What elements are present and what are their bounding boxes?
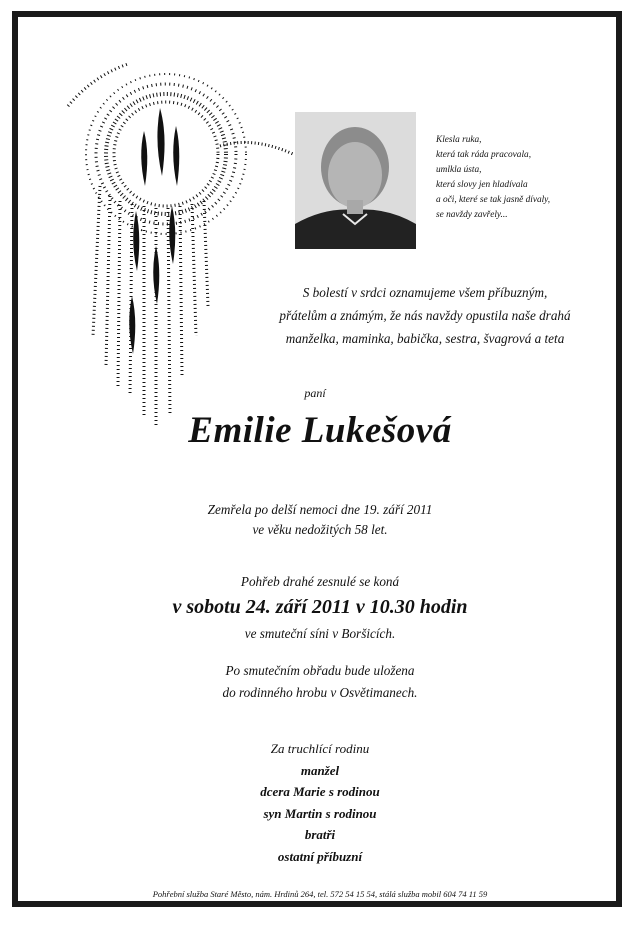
burial-line: do rodinného hrobu v Osvětimanech.	[222, 685, 418, 700]
family-member: manžel	[300, 762, 340, 778]
death-info-line: ve věku nedožitých 58 let.	[252, 522, 388, 537]
title-word: paní	[304, 386, 326, 400]
funeral-place: ve smuteční síni v Boršicích.	[244, 626, 396, 641]
announcement-text	[250, 281, 600, 350]
deceased-name: Emilie Lukešová	[188, 410, 452, 451]
death-info-line: Zemřela po delší nemoci dne 19. září 2011	[207, 502, 433, 517]
poem-line: se navždy zavřely...	[436, 210, 508, 220]
death-info	[170, 500, 470, 540]
mourning-family	[170, 738, 470, 867]
family-member: syn Martin s rodinou	[263, 805, 377, 821]
announcement-line: přátelům a známým, že nás navždy opustila naše drahá	[279, 308, 571, 323]
announcement-line: S bolestí v srdci oznamujeme všem příbuzným,	[302, 285, 548, 300]
family-member: dcera Marie s rodinou	[260, 784, 380, 799]
funeral-service-footer: Pohřební služba Staré Město, nám. Hrdinů 264, tel. 572 54 15 54, stálá služba mobil 604 74 11 59	[152, 889, 488, 899]
announcement-line: manželka, maminka, babička, sestra, švagrová a teta	[285, 331, 565, 346]
poem-line: která tak ráda pracovala,	[436, 150, 532, 160]
funeral-intro: Pohřeb drahé zesnulé se koná	[240, 574, 400, 589]
family-intro: Za truchlící rodinu	[270, 741, 370, 756]
poem-line: umlkla ústa,	[436, 165, 482, 175]
memorial-poem	[436, 133, 616, 223]
family-member: ostatní příbuzní	[277, 848, 363, 864]
candle-flames-emblem	[48, 36, 308, 436]
poem-line: a oči, které se tak jasně dívaly,	[436, 195, 551, 205]
funeral-date: v sobotu 24. září 2011 v 10.30 hodin	[172, 596, 468, 618]
poem-line: Klesla ruka,	[436, 135, 482, 145]
burial-line: Po smutečním obřadu bude uložena	[225, 663, 415, 678]
family-member: bratři	[304, 827, 336, 842]
portrait-photo	[295, 112, 416, 249]
burial-info	[170, 660, 470, 704]
poem-line: která slovy jen hladívala	[436, 180, 528, 190]
